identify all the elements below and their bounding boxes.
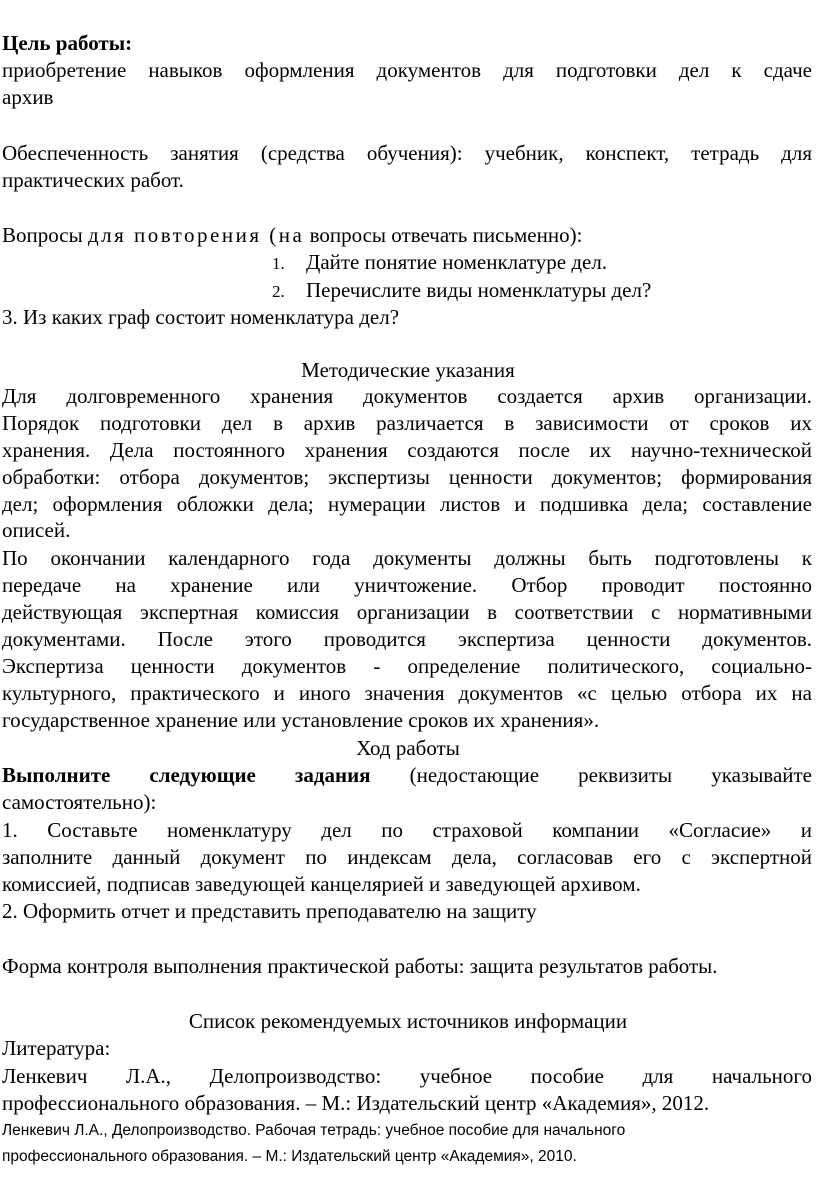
task-2-line: 2. Оформить отчет и представить преподавателю на защиту xyxy=(2,899,537,923)
equipment-text-line: практических работ. xyxy=(2,168,184,192)
guidelines-line: дел; оформления обложки дела; нумерации листов и подшивка дела; составление xyxy=(2,492,812,516)
guidelines-title: Методические указания xyxy=(301,358,515,382)
review-spaced-text: для повторения (на xyxy=(87,223,305,247)
review-question-text: Дайте понятие номенклатуре дел. xyxy=(306,250,608,274)
goal-text-line: приобретение навыков оформления документов для подготовки дел к сдаче xyxy=(2,58,812,82)
reference-1-line: Ленкевич Л.А., Делопроизводство: учебное пособие для начального xyxy=(2,1064,812,1088)
review-question-number: 1. xyxy=(272,254,285,273)
guidelines-line: культурного, практического и иного значения документов «с целью отбора их на xyxy=(2,681,812,705)
review-question-item xyxy=(272,277,792,305)
task-1-line: комиссией, подписав заведующей канцелярией и заведующей архивом. xyxy=(2,872,641,896)
review-question-item: 3. Из каких граф состоит номенклатура дел? xyxy=(2,305,400,329)
reference-2-line: профессионального образования. – М.: Издательский центр «Академия», 2010. xyxy=(2,1148,577,1165)
guidelines-line: Для долговременного хранения документов создается архив организации. xyxy=(2,384,812,408)
tasks-intro-rest: (недостающие реквизиты указывайте xyxy=(370,763,812,787)
review-question-number: 2. xyxy=(272,282,285,301)
workflow-title: Ход работы xyxy=(356,736,460,760)
tasks-intro-line xyxy=(2,762,812,788)
tasks-intro-bold: Выполните следующие задания xyxy=(2,763,371,787)
reference-2-line: Ленкевич Л.А., Делопроизводство. Рабочая тетрадь: учебное пособие для начального xyxy=(2,1122,626,1139)
review-question-text: Перечислите виды номенклатуры дел? xyxy=(306,278,652,302)
guidelines-line: По окончании календарного года документы должны быть подготовлены к xyxy=(2,546,812,570)
review-question-item xyxy=(272,249,792,277)
equipment-text-line: Обеспеченность занятия (средства обучения): учебник, конспект, тетрадь для xyxy=(2,141,812,165)
goal-heading: Цель работы: xyxy=(2,31,133,55)
guidelines-line: обработки: отбора документов; экспертизы ценности документов; формирования xyxy=(2,465,812,489)
task-1-line: заполните данный документ по индексам дела, согласовав его с экспертной xyxy=(2,845,812,869)
task-1-line: 1. Составьте номенклатуру дел по страховой компании «Согласие» и xyxy=(2,818,812,842)
guidelines-line: хранения. Дела постоянного хранения создаются после их научно-технической xyxy=(2,438,812,462)
guidelines-line: передаче на хранение или уничтожение. Отбор проводит постоянно xyxy=(2,573,812,597)
goal-text-line: архив xyxy=(2,85,54,109)
review-suffix: вопросы отвечать письменно): xyxy=(309,223,583,247)
guidelines-line: действующая экспертная комиссия организации в соответствии с нормативными xyxy=(2,600,812,624)
control-form-text: Форма контроля выполнения практической работы: защита результатов работы. xyxy=(2,954,718,978)
tasks-intro-line: самостоятельно): xyxy=(2,790,157,814)
guidelines-line: государственное хранение или установление сроков их хранения». xyxy=(2,708,600,732)
guidelines-line: Порядок подготовки дел в архив различается в зависимости от сроков их xyxy=(2,411,812,435)
guidelines-line: документами. После этого проводится экспертиза ценности документов. xyxy=(2,627,812,651)
sources-title: Список рекомендуемых источников информации xyxy=(188,1009,628,1033)
guidelines-line: описей. xyxy=(2,518,71,542)
reference-1-line: профессионального образования. – М.: Издательский центр «Академия», 2012. xyxy=(2,1091,710,1115)
guidelines-line: Экспертиза ценности документов - определение политического, социально- xyxy=(2,654,812,678)
review-questions-heading xyxy=(2,222,812,248)
review-prefix: Вопросы xyxy=(2,223,83,247)
literature-label: Литература: xyxy=(2,1036,111,1060)
